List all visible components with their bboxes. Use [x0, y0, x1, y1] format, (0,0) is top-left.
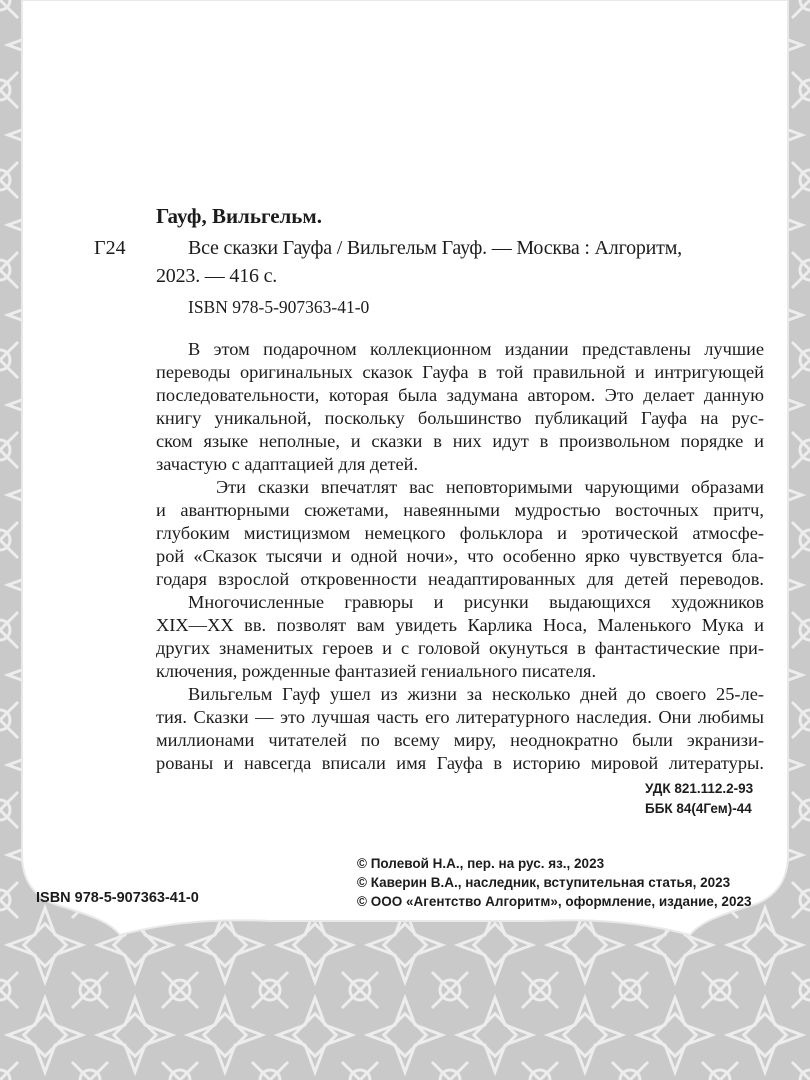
annotation-line: XIX—XX вв. позволят вам увидеть Карлика Носа, Маленького Мука и: [156, 615, 764, 635]
entry-line: 2023. — 416 с.: [156, 265, 278, 287]
copyright-line: © ООО «Агентство Алгоритм», оформление, издание, 2023: [357, 894, 752, 909]
annotation-line: Эти сказки впечатлят вас неповторимыми чарующими образами: [216, 477, 764, 497]
copyright-line: © Полевой Н.А., пер. на рус. яз., 2023: [357, 856, 605, 871]
annotation-line: тия. Сказки — это лучшая часть его литературного наследия. Они любимы: [156, 707, 764, 727]
annotation-line: ключения, рожденные фантазией гениального писателя.: [156, 661, 597, 681]
annotation-line: книгу уникальной, поскольку большинство публикаций Гауфа на рус-: [156, 408, 764, 428]
author-mark-code: Г24: [94, 237, 126, 259]
annotation-line: глубоким мистицизмом немецкого фольклора и эротической атмосфе-: [156, 523, 764, 543]
entry-line: Все сказки Гауфа / Вильгельм Гауф. — Москва : Алгоритм,: [188, 237, 682, 259]
bbk-code: ББК 84(4Гем)-44: [645, 801, 752, 816]
isbn-record: ISBN 978-5-907363-41-0: [188, 297, 370, 317]
annotation-line: последовательности, которая была задумана автором. Это делает данную: [156, 385, 764, 405]
udk-code: УДК 821.112.2-93: [645, 781, 754, 796]
annotation-line: зачастую с адаптацией для детей.: [156, 454, 419, 474]
annotation-line: и авантюрными сюжетами, навеянными мудростью восточных притч,: [156, 500, 764, 520]
annotation-line: рованы и навсегда вписали имя Гауфа в историю мировой литературы.: [156, 753, 764, 773]
annotation-line: других знаменитых героев и с головой окунуться в фантастические при-: [156, 638, 764, 658]
bottom-isbn: ISBN 978-5-907363-41-0: [36, 890, 199, 906]
annotation-line: миллионами читателей по всему миру, неоднократно были экранизи-: [156, 730, 764, 750]
annotation-line: переводы оригинальных сказок Гауфа в той правильной и интригующей: [156, 362, 764, 382]
annotation-line: ском языке неполные, и сказки в них идут в произвольном порядке и: [156, 431, 764, 451]
author-heading: Гауф, Вильгельм.: [156, 204, 322, 228]
annotation-line: В этом подарочном коллекционном издании представлены лучшие: [188, 339, 764, 359]
annotation-line: Многочисленные гравюры и рисунки выдающихся художников: [188, 592, 764, 612]
copyright-line: © Каверин В.А., наследник, вступительная статья, 2023: [357, 875, 731, 890]
annotation-line: годаря взрослой откровенности неадаптированных для детей переводов.: [156, 569, 764, 589]
annotation-line: Вильгельм Гауф ушел из жизни за несколько дней до своего 25-ле-: [188, 684, 764, 704]
annotation-line: рой «Сказок тысячи и одной ночи», что особенно ярко чувствуется бла-: [156, 546, 764, 566]
